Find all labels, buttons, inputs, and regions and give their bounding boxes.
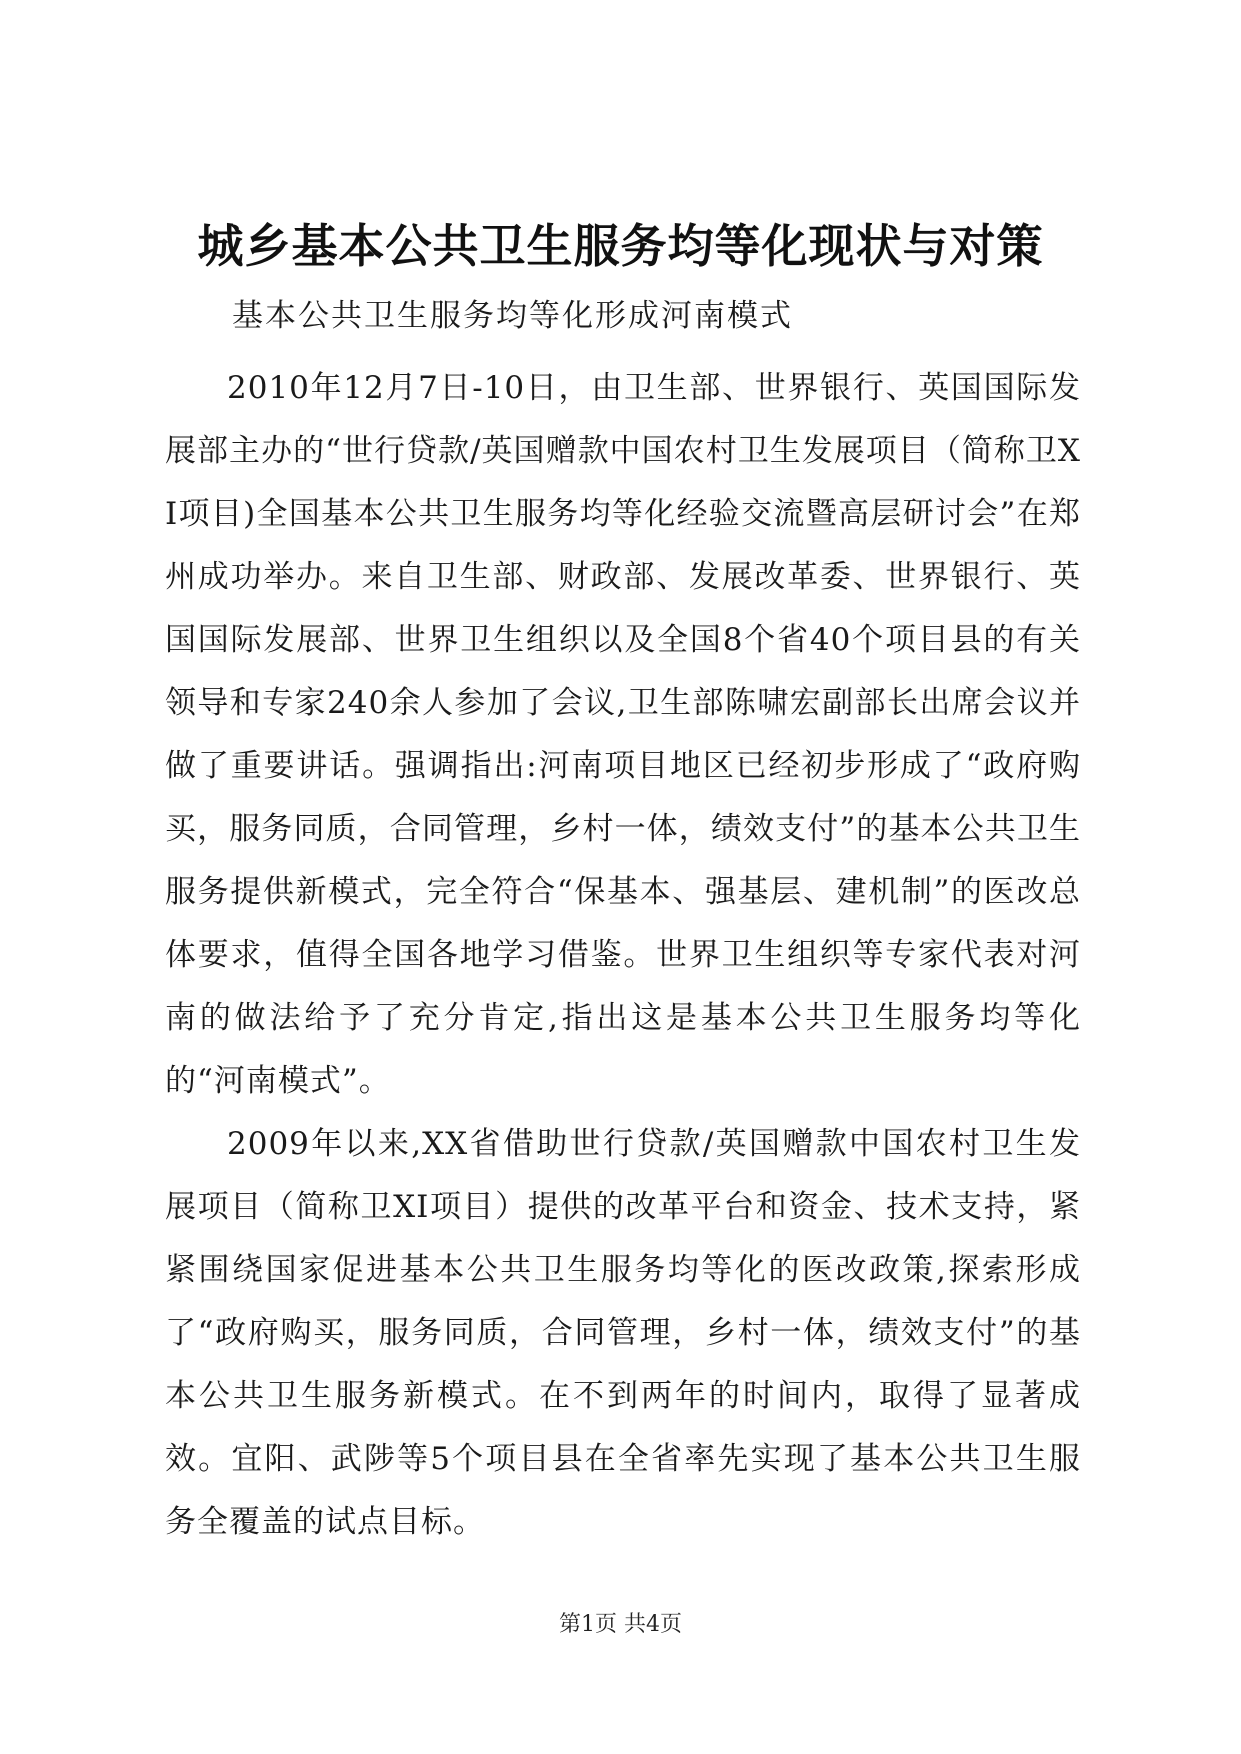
document-subtitle: 基本公共卫生服务均等化形成河南模式 bbox=[232, 298, 793, 334]
paragraph-2: 2009年以来,XX省借助世行贷款/英国赠款中国农村卫生发展项目（简称卫XI项目）提供的改革平台和资金、技术支持，紧紧围绕国家促进基本公共卫生服务均等化的医改政策,探索形成了“政府购买，服务同质，合同管理，乡村一体，绩效支付”的基本公共卫生服务新模式。在不到两年的时间内，取得了显著成效。宜阳、武陟等5个项目县在全省率先实现了基本公共卫生服务全覆盖的试点目标。 bbox=[165, 1126, 1081, 1540]
page-footer bbox=[0, 1610, 1241, 1640]
page-number: 第1页 共4页 bbox=[559, 1612, 682, 1637]
document-body bbox=[165, 357, 1081, 1554]
document-title: 城乡基本公共卫生服务均等化现状与对策 bbox=[197, 219, 1044, 273]
paragraph-1: 2010年12月7日-10日，由卫生部、世界银行、英国国际发展部主办的“世行贷款/英国赠款中国农村卫生发展项目（简称卫XI项目)全国基本公共卫生服务均等化经验交流暨高层研讨会”在郑州成功举办。来自卫生部、财政部、发展改革委、世界银行、英国国际发展部、世界卫生组织以及全国8个省40个项目县的有关领导和专家240余人参加了会议,卫生部陈啸宏副部长出席会议并做了重要讲话。强调指出:河南项目地区已经初步形成了“政府购买，服务同质，合同管理，乡村一体，绩效支付”的基本公共卫生服务提供新模式，完全符合“保基本、强基层、建机制”的医改总体要求，值得全国各地学习借鉴。世界卫生组织等专家代表对河南的做法给予了充分肯定,指出这是基本公共卫生服务均等化的“河南模式”。 bbox=[165, 370, 1081, 1099]
